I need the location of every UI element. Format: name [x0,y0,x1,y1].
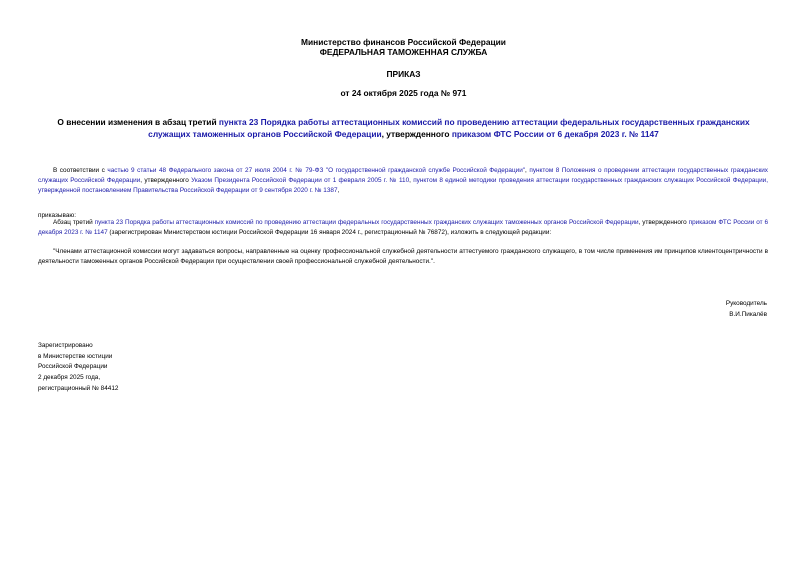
preamble-text-1: В соответствии с [53,167,108,174]
body-link-procedure[interactable]: пункта 23 Порядка работы аттестационных комиссий по проведению аттестации федеральных государственных гражданских служащих таможенных органов Российской Федерации [94,219,639,226]
registration-line-4: 2 декабря 2025 года, [38,374,101,382]
signer-name: В.И.Пикалёв [729,311,767,318]
preamble-link-methodology[interactable]: пунктом 8 единой методики проведения аттестации государственных гражданских служащих Российской Федерации, утвержденной постановлением Правительства Российской Федерации от 9 сентября 2020 г. № 1387 [38,177,769,194]
orders-word: приказываю: [38,212,76,219]
order-date-number: от 24 октября 2025 года № 971 [340,88,467,98]
service-name: ФЕДЕРАЛЬНАЯ ТАМОЖЕННАЯ СЛУЖБА [319,47,488,57]
body-text-1: Абзац третий [53,219,95,226]
title-link-procedure[interactable]: пункта 23 Порядка работы аттестационных комиссий по проведению аттестации федеральных государственных гражданских служащих таможенных органов Российской Федерации [148,117,750,139]
ministry-name: Министерство финансов Российской Федерации [301,37,506,47]
preamble-text-4: , [409,177,414,184]
title-link-fts-order[interactable]: приказом ФТС России от 6 декабря 2023 г. № 1147 [451,129,659,139]
preamble-text-3: , утвержденного [140,177,192,184]
signature-block [726,298,767,320]
registration-line-1: Зарегистрировано [38,342,93,349]
body-text-2: , утвержденного [638,219,689,226]
preamble-paragraph [38,166,768,196]
quote-paragraph: "Членами аттестационной комиссии могут задаваться вопросы, направленные на оценку профессиональной служебной деятельности аттестуемого гражданского служащего, в том числе применения им принципов клиентоцентричности в деятельности таможенных органов Российской Федерации при осуществлении своей профессиональной служебной деятельности.". [38,248,768,265]
preamble-text-2: , [525,167,530,174]
registration-block [38,341,118,395]
preamble-link-president-decree[interactable]: Указом Президента Российской Федерации от 1 февраля 2005 г. № 110 [191,177,410,184]
order-title [50,116,757,140]
body-paragraph [38,218,768,238]
preamble-link-federal-law[interactable]: частью 9 статьи 48 Федерального закона от 27 июля 2004 г. № 79-ФЗ "О государственной гражданской службе Российской Федерации" [107,167,526,174]
signer-position: Руководитель [725,300,767,307]
body-link-fts-order[interactable]: приказом ФТС России от 6 декабря 2023 г. № 1147 [38,219,769,236]
registration-line-2: в Министерстве юстиции [38,352,113,360]
document-header [0,37,807,57]
preamble-link-regulation[interactable]: пунктом 8 Положения о проведении аттестации государственных гражданских служащих Российской Федерации [38,167,768,184]
preamble-text-5: , [337,187,340,194]
title-text-1: О внесении изменения в абзац третий [57,117,219,127]
registration-line-3: Российской Федерации [38,363,108,371]
body-text-3: (зарегистрирован Министерством юстиции Российской Федерации 16 января 2024 г., регистрационный № 76872), изложить в следующей редакции: [107,229,552,236]
title-text-2: , утвержденного [381,129,452,139]
registration-line-5: регистрационный № 84412 [38,384,119,392]
order-heading: ПРИКАЗ [386,69,421,79]
